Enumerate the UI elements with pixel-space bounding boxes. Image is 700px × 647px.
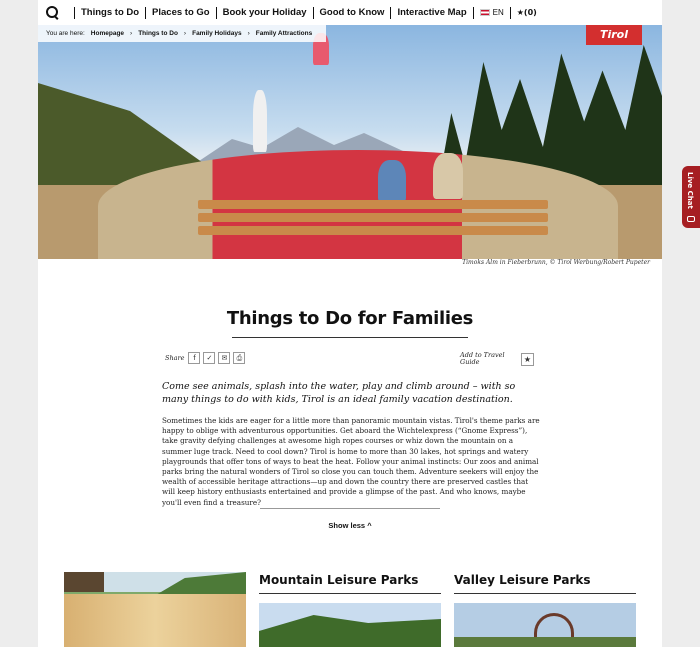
chevron-up-icon: ^ [367, 521, 372, 530]
star-icon[interactable]: ★ [521, 353, 534, 366]
live-chat-button[interactable] [682, 166, 700, 228]
share-label: Share [165, 354, 185, 362]
nav-divider [74, 7, 75, 19]
card-image-mountain-park[interactable] [259, 603, 441, 647]
show-less-label: Show less [328, 521, 366, 530]
nav-divider [390, 7, 391, 19]
card-image-valley-park[interactable] [454, 603, 636, 647]
breadcrumb-prefix: You are here: [46, 30, 85, 37]
page-title: Things to Do for Families [226, 308, 474, 329]
nav-item-good-to-know[interactable]: Good to Know [319, 7, 385, 18]
title-underline [232, 337, 468, 338]
hut [64, 572, 104, 592]
card-title-underline [454, 593, 636, 594]
nav-item-book-holiday[interactable]: Book your Holiday [222, 7, 307, 18]
favorites-counter[interactable]: ★(0) [516, 8, 537, 17]
tirol-logo[interactable]: Tirol [586, 25, 642, 45]
bench [198, 200, 548, 250]
image-caption: Timoks Alm in Fieberbrunn, © Tirol Werbung/Robert Pupeter [462, 259, 650, 266]
live-chat-label: Live Chat [686, 172, 694, 209]
chat-bubble-icon [687, 216, 695, 222]
share-bar [165, 352, 248, 364]
intro-text: Come see animals, splash into the water, play and climb around – with so many things to do with kids, Tirol is an ideal family vacation destination. [162, 381, 516, 405]
breadcrumb-homepage[interactable]: Homepage [90, 30, 125, 37]
nav-divider [473, 7, 474, 19]
breadcrumb-things-to-do[interactable]: Things to Do [138, 30, 178, 37]
top-navigation [38, 0, 662, 25]
hero-image [38, 25, 662, 259]
child-sitting [378, 160, 406, 202]
divider [260, 508, 440, 509]
hill [259, 615, 441, 647]
chevron-right-icon: › [247, 30, 250, 37]
wooden-slide [64, 594, 246, 647]
card-title-valley-leisure-parks[interactable]: Valley Leisure Parks [454, 573, 591, 587]
nav-item-things-to-do[interactable]: Things to Do [81, 7, 140, 18]
ground [454, 637, 636, 647]
show-less-button[interactable] [300, 521, 400, 530]
nav-divider [145, 7, 146, 19]
card-title-mountain-leisure-parks[interactable]: Mountain Leisure Parks [259, 573, 419, 587]
body-text: Sometimes the kids are eager for a little more than panoramic mountain vistas. Tirol's theme parks are happy to oblige with adventurous opportunities. Get aboard the Wichtelexpress (“Gnome Express”), take gravity defying challenges at awesome high ropes courses or whiz down the mountain on a summer luge track. Need to cool down? Tirol is home to more than 30 lakes, hot springs and watery playgrounds that offer tons of ways to beat the heat. Follow your animal instincts: Our zoos and animal parks bring the natural wonders of Tirol so close you can touch them. Adventure seekers will enjoy the wealth of accessible heritage attractions—up and down the country there are preserved castles that will keep history enthusiasts entertained and provide a glimpse of the past. And who knows, maybe you'll even find a treasure? [162, 416, 540, 507]
nav-divider [510, 7, 511, 19]
breadcrumb [38, 25, 326, 42]
breadcrumb-family-attractions[interactable]: Family Attractions [255, 30, 313, 37]
flag-icon [480, 9, 490, 16]
chevron-right-icon: › [130, 30, 133, 37]
nav-divider [313, 7, 314, 19]
child-sitting [433, 153, 463, 199]
add-to-travel-guide-label: Add to Travel Guide [460, 351, 505, 366]
print-icon[interactable]: ⎙ [233, 352, 245, 364]
child-standing [253, 90, 267, 152]
nav-item-interactive-map[interactable]: Interactive Map [397, 7, 467, 18]
email-icon[interactable]: ✉ [218, 352, 230, 364]
language-selector[interactable] [480, 8, 504, 17]
breadcrumb-family-holidays[interactable]: Family Holidays [192, 30, 242, 37]
nav-item-places-to-go[interactable]: Places to Go [152, 7, 210, 18]
nav-divider [216, 7, 217, 19]
card-image[interactable] [64, 572, 246, 647]
chevron-right-icon: › [183, 30, 187, 37]
search-icon[interactable] [46, 6, 60, 20]
twitter-icon[interactable]: ✓ [203, 352, 215, 364]
card-title-underline [259, 593, 441, 594]
facebook-icon[interactable]: f [188, 352, 200, 364]
language-label: EN [492, 8, 504, 17]
